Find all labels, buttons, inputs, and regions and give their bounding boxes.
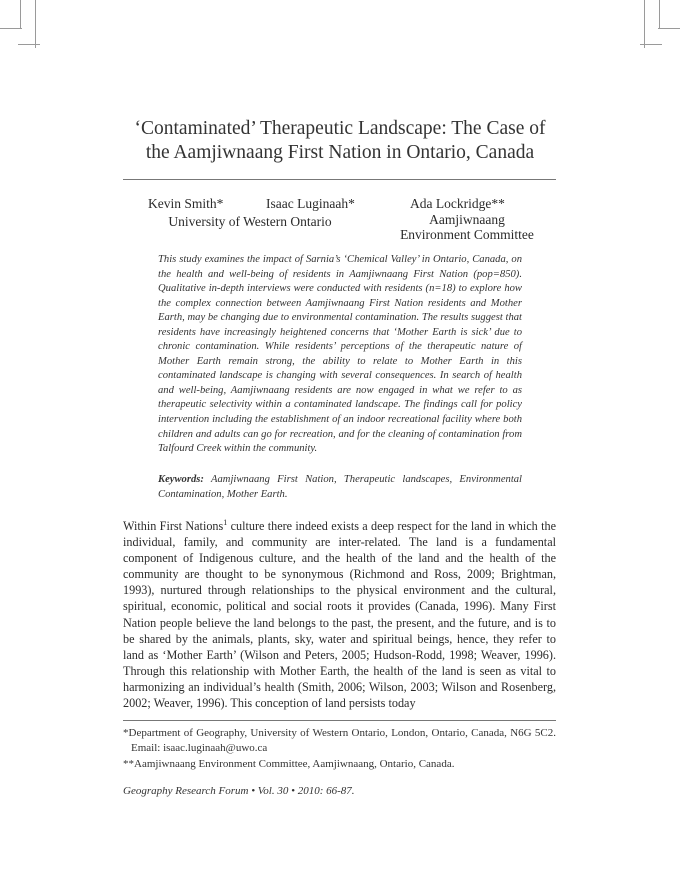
paper-title — [90, 117, 590, 165]
crop-mark — [35, 0, 36, 48]
affiliation-right-line-1: Aamjiwnaang — [429, 212, 505, 227]
footnote-2: **Aamjiwnaang Environment Committee, Aamjiwnaang, Ontario, Canada. — [123, 758, 455, 770]
keywords-label: Keywords: — [158, 474, 204, 485]
abstract: This study examines the impact of Sarnia’s ‘Chemical Valley’ in Ontario, Canada, on the health and well-being of residents in Aamjiwnaang First Nation (pop=850). Qualitative in-depth interviews were conducted with residents (n=18) to explore how the complex connection between Aamjiwnaang First Nation residents and Mother Earth, may be changing due to environmental contamination. The results suggest that residents have increasingly heightened concerns that ‘Mother Earth is sick’ due to chronic contamination. While residents’ perceptions of the therapeutic nature of Mother Earth remain strong, the ability to relate to Mother Earth in this contaminated landscape is changing with several consequences. In search of health and well-being, Aamjiwnaang residents are now engaged in what we refer to as therapeutic selectivity within a contaminated landscape. The findings call for policy intervention including the establishment of an indoor recreational facility where both children and adults can go for recreation, and for the cleaning of contamination from Talfourd Creek within the community. — [158, 254, 522, 455]
crop-mark — [658, 28, 680, 29]
affiliation-right-line-2: Environment Committee — [400, 227, 534, 242]
author-ada-lockridge: Ada Lockridge** — [410, 196, 505, 211]
keywords — [158, 473, 522, 502]
crop-mark — [644, 0, 645, 48]
keywords-text: Aamjiwnaang First Nation, Therapeutic landscapes, Environmental Contamination, Mother Earth. — [158, 474, 522, 500]
body-text — [123, 518, 556, 711]
title-line-2: the Aamjiwnaang First Nation in Ontario, Canada — [145, 142, 535, 163]
title-line-1: ‘Contaminated’ Therapeutic Landscape: The Case of — [134, 118, 546, 139]
crop-mark — [0, 28, 22, 29]
affiliation-uwo: University of Western Ontario — [168, 214, 332, 229]
crop-mark — [640, 44, 662, 45]
title-rule — [123, 179, 556, 180]
crop-mark — [20, 0, 21, 28]
footnote-rule — [123, 720, 556, 721]
footnote-ref: 1 — [223, 517, 228, 527]
author-kevin-smith: Kevin Smith* — [148, 196, 224, 211]
crop-mark — [659, 0, 660, 28]
footnote-1: *Department of Geography, University of Western Ontario, London, Ontario, Canada, N6G 5C2. Email: isaac.luginaah@uwo.ca — [123, 727, 556, 754]
crop-mark — [18, 44, 40, 45]
journal-citation: Geography Research Forum • Vol. 30 • 2010: 66-87. — [123, 785, 355, 797]
author-isaac-luginaah: Isaac Luginaah* — [266, 196, 355, 211]
affiliation-aamjiwnaang — [392, 212, 542, 242]
body-text-rest: culture there indeed exists a deep respect for the land in which the individual, family, and community are inter-related. The land is a fundamental component of Indigenous culture, and the health of the land and the health of the community are thought to be synonymous (Richmond and Ross, 2009; Brightman, 1993), nurtured through relationships to the physical environment and the cultural, spiritual, economic, political and social roots it provides (Canada, 1996). Many First Nation people believe the land belongs to the past, the present, and the future, and is to be shared by the animals, plants, sky, water and spiritual beings, hence, they refer to land as ‘Mother Earth’ (Wilson and Peters, 2005; Hudson-Rodd, 1998; Weaver, 1996). Through this relationship with Mother Earth, the health of the land is seen as vital to harmonizing an individual’s health (Smith, 2006; Wilson, 2003; Wilson and Rosenberg, 2002; Weaver, 1996). This conception of land persists today — [123, 519, 556, 711]
footnotes — [123, 726, 556, 774]
body-text-start: Within First Nations — [123, 519, 224, 533]
